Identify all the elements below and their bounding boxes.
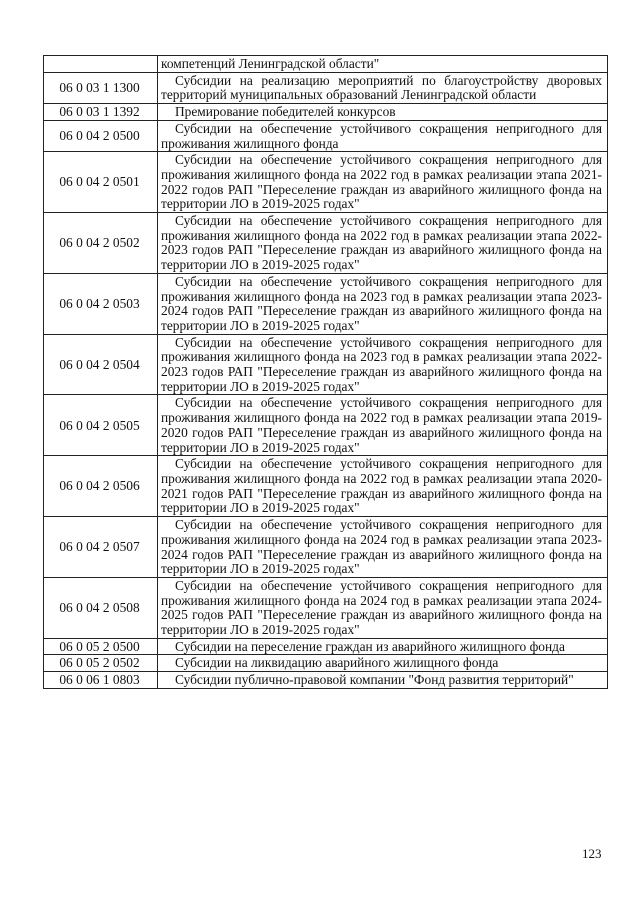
table-row xyxy=(44,104,608,121)
code-cell: 06 0 04 2 0501 xyxy=(44,152,158,213)
description-cell: Субсидии на обеспечение устойчивого сокращения непригодного для проживания жилищного фонда xyxy=(158,120,608,151)
description-cell: Субсидии на обеспечение устойчивого сокращения непригодного для проживания жилищного фонда на 2024 год в рамках реализации этапа 2024-2025 годов РАП "Переселение граждан из аварийного жилищного фонда на территории ЛО в 2019-2025 годах" xyxy=(158,577,608,638)
table-row xyxy=(44,577,608,638)
code-cell: 06 0 04 2 0504 xyxy=(44,334,158,395)
description-cell: Субсидии на реализацию мероприятий по благоустройству дворовых территорий муниципальных образований Ленинградской области xyxy=(158,72,608,103)
table-row xyxy=(44,152,608,213)
table-row xyxy=(44,395,608,456)
description-cell: Субсидии публично-правовой компании "Фонд развития территорий" xyxy=(158,672,608,689)
code-cell: 06 0 05 2 0502 xyxy=(44,655,158,672)
description-cell: Субсидии на обеспечение устойчивого сокращения непригодного для проживания жилищного фонда на 2022 год в рамках реализации этапа 2022-2023 годов РАП "Переселение граждан из аварийного жилищного фонда на территории ЛО в 2019-2025 годах" xyxy=(158,213,608,274)
table-row xyxy=(44,655,608,672)
table-row xyxy=(44,56,608,73)
table-row xyxy=(44,672,608,689)
description-cell: Субсидии на ликвидацию аварийного жилищного фонда xyxy=(158,655,608,672)
code-cell: 06 0 04 2 0507 xyxy=(44,517,158,578)
table-row xyxy=(44,213,608,274)
code-cell: 06 0 04 2 0502 xyxy=(44,213,158,274)
table-row xyxy=(44,273,608,334)
description-cell: Субсидии на переселение граждан из аварийного жилищного фонда xyxy=(158,638,608,655)
table-row xyxy=(44,517,608,578)
description-cell: компетенций Ленинградской области" xyxy=(158,56,608,73)
budget-codes-table xyxy=(43,55,608,689)
page-number: 123 xyxy=(582,846,602,861)
code-cell: 06 0 05 2 0500 xyxy=(44,638,158,655)
description-cell: Премирование победителей конкурсов xyxy=(158,104,608,121)
description-cell: Субсидии на обеспечение устойчивого сокращения непригодного для проживания жилищного фонда на 2023 год в рамках реализации этапа 2023-2024 годов РАП "Переселение граждан из аварийного жилищного фонда на территории ЛО в 2019-2025 годах" xyxy=(158,273,608,334)
code-cell: 06 0 03 1 1392 xyxy=(44,104,158,121)
code-cell: 06 0 06 1 0803 xyxy=(44,672,158,689)
description-cell: Субсидии на обеспечение устойчивого сокращения непригодного для проживания жилищного фонда на 2024 год в рамках реализации этапа 2023-2024 годов РАП "Переселение граждан из аварийного жилищного фонда на территории ЛО в 2019-2025 годах" xyxy=(158,517,608,578)
description-cell: Субсидии на обеспечение устойчивого сокращения непригодного для проживания жилищного фонда на 2022 год в рамках реализации этапа 2019-2020 годов РАП "Переселение граждан из аварийного жилищного фонда на территории ЛО в 2019-2025 годах" xyxy=(158,395,608,456)
table-row xyxy=(44,456,608,517)
code-cell: 06 0 04 2 0506 xyxy=(44,456,158,517)
table-row xyxy=(44,72,608,103)
description-cell: Субсидии на обеспечение устойчивого сокращения непригодного для проживания жилищного фонда на 2022 год в рамках реализации этапа 2020-2021 годов РАП "Переселение граждан из аварийного жилищного фонда на территории ЛО в 2019-2025 годах" xyxy=(158,456,608,517)
table-row xyxy=(44,638,608,655)
code-cell: 06 0 04 2 0508 xyxy=(44,577,158,638)
code-cell xyxy=(44,56,158,73)
description-cell: Субсидии на обеспечение устойчивого сокращения непригодного для проживания жилищного фонда на 2023 год в рамках реализации этапа 2022-2023 годов РАП "Переселение граждан из аварийного жилищного фонда на территории ЛО в 2019-2025 годах" xyxy=(158,334,608,395)
code-cell: 06 0 04 2 0503 xyxy=(44,273,158,334)
code-cell: 06 0 03 1 1300 xyxy=(44,72,158,103)
table-row xyxy=(44,120,608,151)
description-cell: Субсидии на обеспечение устойчивого сокращения непригодного для проживания жилищного фонда на 2022 год в рамках реализации этапа 2021-2022 годов РАП "Переселение граждан из аварийного жилищного фонда на территории ЛО в 2019-2025 годах" xyxy=(158,152,608,213)
code-cell: 06 0 04 2 0505 xyxy=(44,395,158,456)
code-cell: 06 0 04 2 0500 xyxy=(44,120,158,151)
table-row xyxy=(44,334,608,395)
